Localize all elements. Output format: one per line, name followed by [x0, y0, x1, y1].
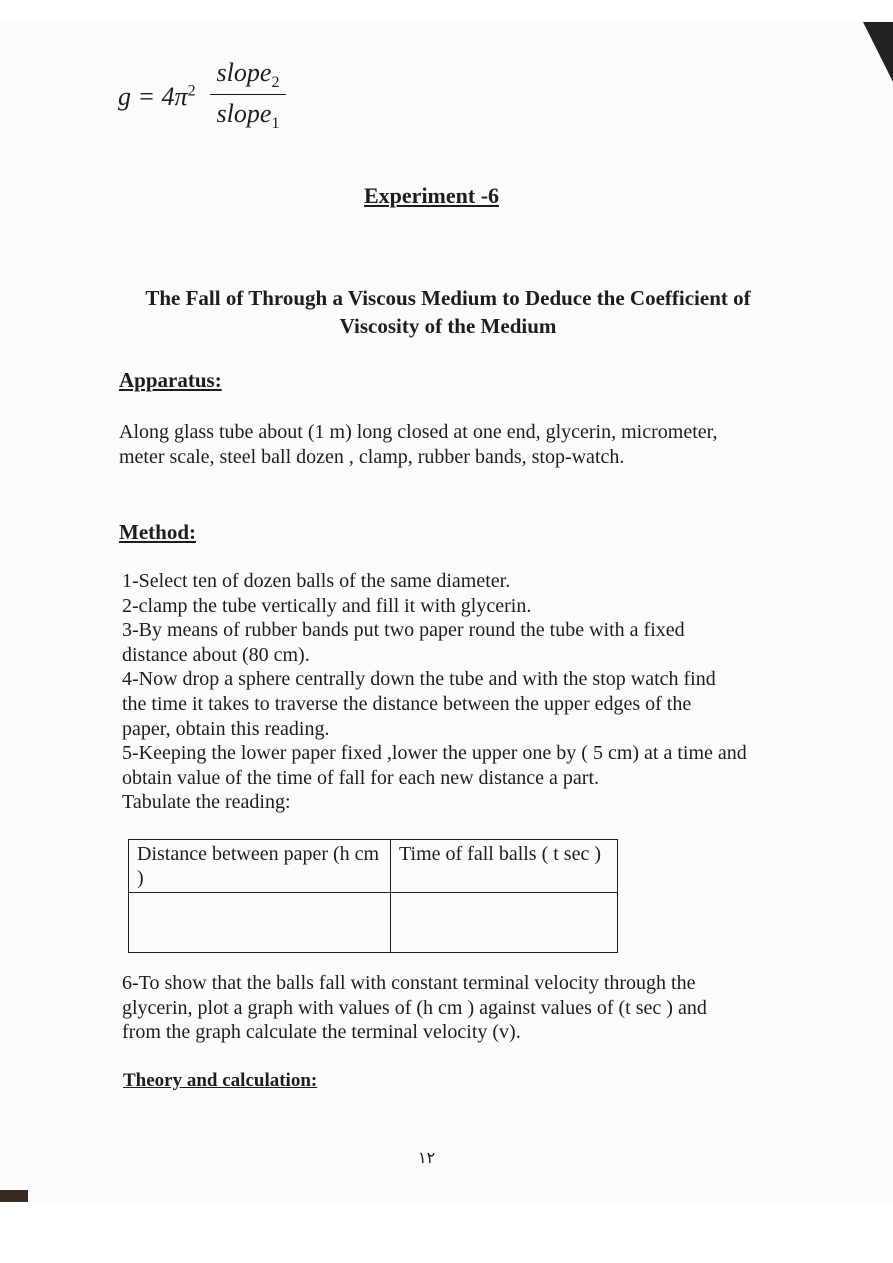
- formula-lhs: g = 4π: [118, 82, 188, 111]
- formula-denominator-sub: 1: [271, 115, 280, 133]
- apparatus-text: Along glass tube about (1 m) long closed at one end, glycerin, micrometer, meter scale, steel ball dozen , clamp, rubber bands, stop-watch.: [119, 421, 718, 468]
- method-step-tabulate: Tabulate the reading:: [122, 791, 291, 814]
- formula-denominator: slope: [216, 99, 272, 129]
- gravity-formula: [118, 52, 318, 142]
- method-steps: [122, 569, 762, 815]
- table-row: [129, 893, 618, 953]
- method-heading: Method:: [119, 520, 196, 544]
- method-step-4: 4-Now drop a sphere centrally down the tube and with the stop watch find the time it takes to traverse the distance between the upper edges of the paper, obtain this reading.: [122, 668, 716, 740]
- page-number: ١٢: [418, 1150, 436, 1167]
- apparatus-heading: Apparatus:: [119, 368, 222, 392]
- page-corner-shadow: [863, 22, 893, 82]
- theory-heading: Theory and calculation:: [123, 1070, 318, 1091]
- method-step-5: 5-Keeping the lower paper fixed ,lower the upper one by ( 5 cm) at a time and obtain value of the time of fall for each new distance a part.: [122, 742, 747, 789]
- formula-numerator-sub: 2: [271, 74, 280, 92]
- table-header-time: Time of fall balls ( t sec ): [391, 840, 618, 893]
- title-line-1: The Fall of Through a Viscous Medium to Deduce the Coefficient of: [145, 286, 751, 310]
- method-step-3: 3-By means of rubber bands put two paper round the tube with a fixed distance about (80 cm).: [122, 619, 685, 666]
- formula-lhs-exponent: 2: [187, 82, 196, 100]
- experiment-title: Experiment -6: [364, 183, 500, 208]
- table-cell-time: [391, 893, 618, 953]
- formula-fraction: [210, 58, 286, 133]
- table-cell-distance: [129, 893, 391, 953]
- page-title: [118, 284, 778, 340]
- formula-numerator: slope: [216, 58, 272, 87]
- scan-smudge: [0, 1190, 28, 1202]
- method-step-6: 6-To show that the balls fall with constant terminal velocity through the glycerin, plot a graph with values of (h cm ) against values of (t sec ) and from the graph calculate the terminal velocity (v).: [122, 972, 707, 1043]
- readings-table: [128, 839, 618, 953]
- method-step-2: 2-clamp the tube vertically and fill it with glycerin.: [122, 594, 532, 617]
- title-line-2: Viscosity of the Medium: [339, 314, 557, 338]
- table-header-distance: Distance between paper (h cm ): [129, 840, 391, 893]
- method-step-1: 1-Select ten of dozen balls of the same diameter.: [122, 570, 511, 592]
- table-header-row: [129, 840, 618, 893]
